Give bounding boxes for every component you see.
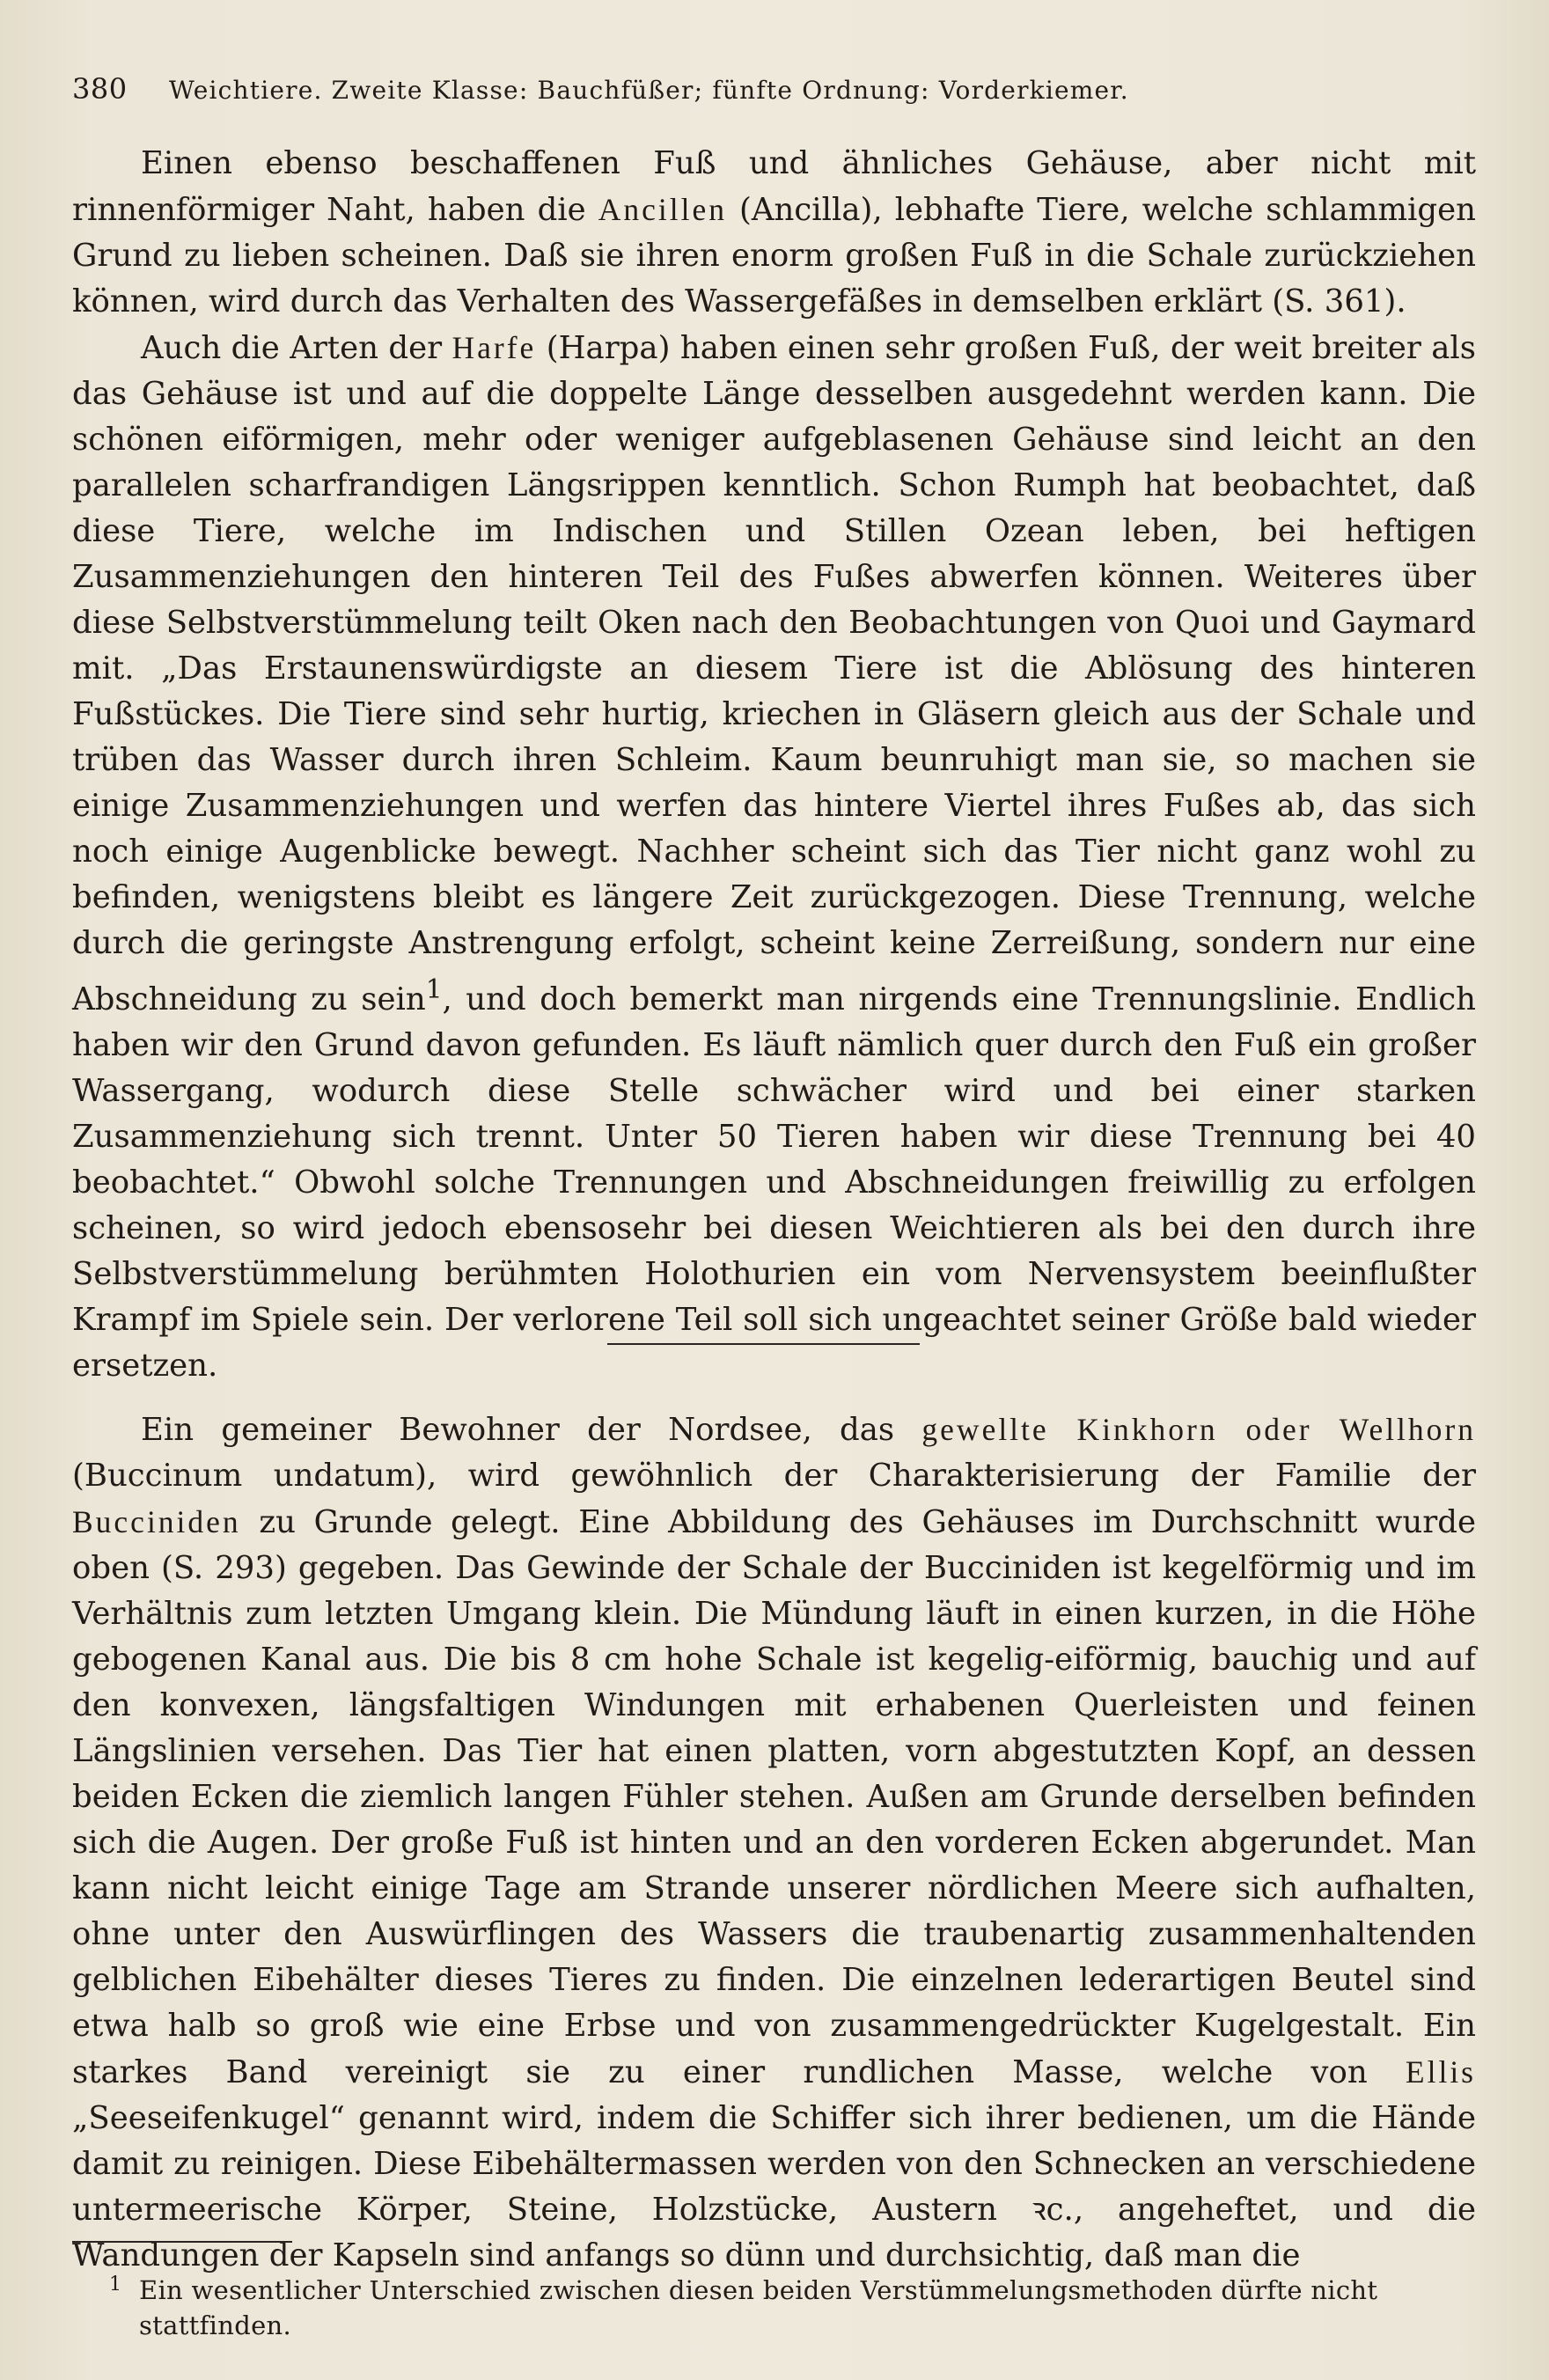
- page-number: 380: [72, 72, 128, 106]
- paragraph-text: (Buccinum undatum), wird gewöhnlich der Charakterisierung der Familie der: [72, 1458, 1476, 1494]
- taxon-name: Ancillen: [598, 192, 727, 227]
- taxon-name: Harfe: [451, 330, 537, 365]
- footnote-marker: 1: [109, 2273, 122, 2296]
- paragraph-harpa: [72, 325, 1476, 1389]
- footnote: [109, 2273, 1477, 2343]
- running-head: Weichtiere. Zweite Klasse: Bauchfüßer; fünfte Ordnung: Vorderkiemer.: [169, 76, 1129, 105]
- paragraph-text: zu Grunde gelegt. Eine Abbildung des Gehäuses im Durchschnitt wurde oben (S. 293) gegeben. Das Gewinde der Schale der Bucciniden ist kegelförmig und im Verhältnis zum letzten Umgang klein. Die Mündung läuft in einen kurzen, in die Höhe gebogenen Kanal aus. Die bis 8 cm hohe Schale ist kegelig-eiförmig, bauchig und auf den konvexen, längsfaltigen Windungen mit erhabenen Querleisten und feinen Längslinien versehen. Das Tier hat einen platten, vorn abgestutzten Kopf, an dessen beiden Ecken die ziemlich langen Fühler stehen. Außen am Grunde derselben befinden sich die Augen. Der große Fuß ist hinten und an den vorderen Ecken abgerundet. Man kann nicht leicht einige Tage am Strande unserer nördlichen Meere sich aufhalten, ohne unter den Auswürflingen des Wassers die traubenartig zusammenhaltenden gelblichen Eibehälter dieses Tieres zu finden. Die einzelnen lederartigen Beutel sind etwa halb so groß wie eine Erbse und von zusammengedrückter Kugelgestalt. Ein starkes Band vereinigt sie zu einer rundlichen Masse, welche von: [72, 1504, 1476, 2090]
- paragraph-text: (Harpa) haben einen sehr großen Fuß, der weit breiter als das Gehäuse ist und auf die doppelte Länge desselben ausgedehnt werden kann. Die schönen eiförmigen, mehr oder weniger aufgeblasenen Gehäuse sind leicht an den parallelen scharfrandigen Längsrippen kenntlich. Schon Rumph hat beobachtet, daß diese Tiere, welche im Indischen und Stillen Ozean leben, bei heftigen Zusammenziehungen den hinteren Teil des Fußes abwerfen können. Weiteres über diese Selbstverstümmelung teilt Oken nach den Beobachtungen von Quoi und Gaymard mit. „Das Erstaunenswürdigste an diesem Tiere ist die Ablösung des hinteren Fußstückes. Die Tiere sind sehr hurtig, kriechen in Gläsern gleich aus der Schale und trüben das Wasser durch ihren Schleim. Kaum beunruhigt man sie, so machen sie einige Zusammenziehungen und werfen das hintere Viertel ihres Fußes ab, das sich noch einige Augenblicke bewegt. Nachher scheint sich das Tier nicht ganz wohl zu befinden, wenigstens bleibt es längere Zeit zurückgezogen. Diese Trennung, welche durch die geringste Anstrengung erfolgt, scheint keine Zerreißung, sondern nur eine Abschneidung zu sein: [72, 330, 1476, 1017]
- taxon-name: Bucciniden: [72, 1504, 241, 1539]
- lower-text-block: [72, 1407, 1476, 2279]
- paragraph-text: Einen ebenso beschaffenen Fuß und ähnliches Gehäuse, aber nicht mit rinnenförmiger Naht, haben die: [72, 145, 1476, 228]
- paragraph-text: Ein gemeiner Bewohner der Nordsee, das: [141, 1412, 922, 1448]
- paragraph-text: Auch die Arten der: [141, 330, 452, 366]
- footnote-divider: [72, 2241, 292, 2243]
- paragraph-text: , und doch bemerkt man nirgends eine Trennungslinie. Endlich haben wir den Grund davon gefunden. Es läuft nämlich quer durch den Fuß ein großer Wassergang, wodurch diese Stelle schwächer wird und bei einer starken Zusammenziehung sich trennt. Unter 50 Tieren haben wir diese Trennung bei 40 beobachtet.“ Obwohl solche Trennungen und Abschneidungen freiwillig zu erfolgen scheinen, so wird jedoch ebensosehr bei diesen Weichtieren als bei den durch ihre Selbstverstümmelung berühmten Holothurien ein vom Nervensystem beeinflußter Krampf im Spiele sein. Der verlorene Teil soll sich ungeachtet seiner Größe bald wieder ersetzen.: [72, 981, 1476, 1384]
- paragraph-buccinum: [72, 1407, 1476, 2279]
- author-name: Ellis: [1405, 2054, 1476, 2090]
- page-header: [72, 72, 1480, 106]
- paragraph-text: „Seeseifenkugel“ genannt wird, indem die Schiffer sich ihrer bedienen, um die Hände damit zu reinigen. Diese Eibehältermassen werden von den Schnecken an verschiedene untermeerische Körper, Steine, Holzstücke, Austern ꝛc., angeheftet, und die Wandungen der Kapseln sind anfangs so dünn und durchsichtig, daß man die: [72, 2100, 1476, 2273]
- footnote-reference: 1: [425, 974, 443, 1004]
- upper-text-block: [72, 141, 1476, 1389]
- footnote-text: Ein wesentlicher Unterschied zwischen diesen beiden Verstümmelungsmethoden dürfte nicht stattfinden.: [139, 2275, 1378, 2340]
- paragraph-ancilla: [72, 141, 1476, 325]
- section-divider: [607, 1343, 920, 1345]
- taxon-name: gewellte Kinkhorn oder Wellhorn: [921, 1412, 1476, 1447]
- paragraph-text: (Ancilla), lebhafte Tiere, welche schlammigen Grund zu lieben scheinen. Daß sie ihren enorm großen Fuß in die Schale zurückziehen können, wird durch das Verhalten des Wassergefäßes in demselben erklärt (S. 361).: [72, 192, 1476, 320]
